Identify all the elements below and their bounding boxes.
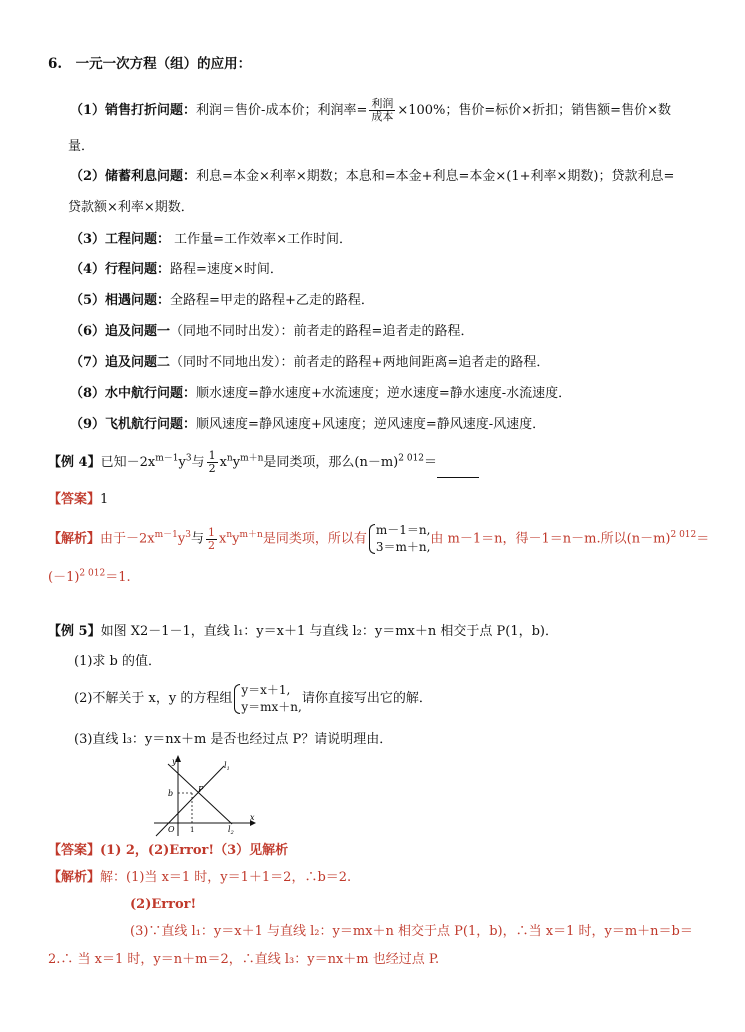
ex4-a-exp2: 3	[185, 530, 191, 541]
item-9-head: （9）飞机航行问题：	[70, 417, 197, 432]
item-3-head: （3）工程问题：	[70, 232, 171, 247]
ex4-exp5: 2 012	[398, 453, 425, 464]
ex5-answer-label: 【答案】	[48, 843, 101, 858]
graph-p-label: P	[198, 785, 204, 794]
item-8	[70, 384, 571, 404]
fraction-denominator: 成本	[371, 110, 394, 123]
item-3	[70, 230, 352, 250]
ex4-post2: y	[232, 455, 241, 470]
ex5-solution-4: 2.∴ 当 x＝1 时，y＝n＋m＝2，∴直线 l₃：y＝nx＋m 也经过点 P.	[48, 952, 440, 967]
item-4-text: 路程=速度×时间．	[170, 262, 283, 277]
ex5-solution-1: 解：(1)当 x＝1 时，y＝1＋1＝2，∴b＝2.	[100, 870, 352, 885]
fraction-numerator: 利润	[371, 97, 394, 110]
example-5-label: 【例 5】	[48, 624, 101, 639]
item-7-text: （同时不同地出发）：前者走的路程+两地间距离=追者走的路程．	[170, 355, 550, 370]
example-4-question	[48, 448, 479, 478]
example-5-stem	[48, 622, 558, 642]
ex4-frac-num: 1	[208, 449, 216, 462]
ex5-analysis-label: 【解析】	[48, 870, 101, 885]
item-7-head: （7）追及问题二	[70, 355, 171, 370]
ex4-a-yu: 与	[190, 531, 204, 547]
item-2-text: 利息=本金×利率×期数；本息和=本金+利息=本金×(1+利率×期数)；贷款利息=	[196, 169, 675, 184]
graph-l1-label: $l_1$	[224, 761, 230, 772]
ex4-exp3: n	[226, 453, 233, 464]
ex4-sys-line-2: 3＝m＋n,	[375, 540, 431, 554]
ex4-a-pre: 由于－2x	[100, 531, 155, 547]
item-9	[70, 415, 545, 435]
item-1-head: （1）销售打折问题：	[70, 103, 197, 118]
example-5-answer	[48, 841, 288, 861]
example-4-answer	[48, 490, 108, 510]
section-title: 6. 一元一次方程（组）的应用：	[48, 56, 252, 72]
ex5-q2-post: 请你直接写出它的解．	[301, 691, 432, 706]
ex4-a-cont2: ＝1.	[105, 570, 131, 585]
ex4-a-exp5: 2 012	[670, 530, 697, 541]
item-1	[70, 96, 671, 126]
ex4-post3: 是同类项，那么(n－m)	[263, 455, 399, 470]
item-5-text: 全路程=甲走的路程+乙走的路程．	[170, 293, 374, 308]
ex4-exp2: 3	[185, 453, 192, 464]
ex4-pre: 已知－2x	[100, 455, 156, 470]
ex4-fraction	[207, 450, 218, 475]
ex4-a-fraction	[206, 527, 217, 552]
graph-b-label: b	[168, 789, 174, 798]
item-2	[70, 167, 674, 187]
ex4-a-cont: (－1)	[48, 570, 80, 585]
item-7	[70, 353, 549, 373]
ex5-answer-value: (1) 2，(2)Error!（3）见解析	[100, 843, 289, 858]
example-4-analysis-cont	[48, 568, 131, 588]
profit-rate-fraction	[369, 98, 395, 123]
item-4-head: （4）行程问题：	[70, 262, 171, 277]
item-5-head: （5）相遇问题：	[70, 293, 171, 308]
ex5-equation-system	[232, 682, 301, 716]
ex4-a-mid: 是同类项，所以有	[262, 531, 367, 547]
example-4-label: 【例 4】	[48, 455, 101, 470]
ex4-a-y: y	[177, 531, 186, 547]
ex4-sys-line-1: m－1＝n,	[375, 523, 431, 537]
ex5-question-2	[74, 681, 432, 717]
item-8-text: 顺水速度=静水速度+水流速度；逆水速度=静水速度-水流速度．	[196, 386, 572, 401]
ex5-sys-line-2: y＝mx＋n,	[241, 699, 302, 714]
item-5	[70, 291, 374, 311]
ex4-a-exp4: m＋n	[239, 530, 263, 541]
ex4-exp4: m＋n	[240, 453, 264, 464]
item-1-cont: 量．	[68, 139, 95, 154]
line-graph-figure	[150, 752, 260, 838]
graph-l2-label: $l_2$	[228, 825, 234, 836]
ex4-a-x: x	[219, 531, 227, 547]
ex4-a-post: 由 m－1＝n，得－1＝n－m.所以(n－m)	[430, 531, 671, 547]
ex4-a-cont-exp: 2 012	[79, 568, 106, 579]
ex5-stem-text: 如图 X2－1－1，直线 l₁：y＝x＋1 与直线 l₂：y＝mx＋n 相交于点 P(1，b)．	[100, 624, 558, 639]
ex4-answer-value: 1	[100, 492, 109, 507]
item-8-head: （8）水中航行问题：	[70, 386, 197, 401]
item-1-post: ×100%；售价=标价×折扣；销售额=售价×数	[397, 103, 671, 118]
ex5-question-1: (1)求 b 的值．	[74, 654, 162, 669]
example-4-analysis	[48, 522, 709, 556]
graph-one-label: 1	[190, 826, 195, 834]
item-2-head: （2）储蓄利息问题：	[70, 169, 197, 184]
ex5-solution-3: (3)∵直线 l₁：y＝x＋1 与直线 l₂：y＝mx＋n 相交于点 P(1，b)，∴当 x＝1 时，y＝m＋n＝b＝	[130, 924, 693, 939]
ex4-mid1: y	[178, 455, 186, 470]
ex4-equation-system	[367, 522, 431, 556]
ex4-a-y2: y	[232, 531, 240, 547]
ex5-solution-2: (2)Error!	[130, 897, 197, 912]
item-3-text: 工作量=工作效率×工作时间．	[170, 232, 352, 247]
ex4-analysis-label: 【解析】	[48, 531, 101, 547]
ex4-mid2: 与	[191, 455, 205, 470]
item-6	[70, 322, 473, 342]
ex4-frac-den: 2	[208, 462, 216, 475]
ex5-question-3: (3)直线 l₃：y＝nx＋m 是否也经过点 P？请说明理由．	[74, 732, 393, 747]
graph-origin-label: O	[168, 825, 175, 834]
ex4-a-frac-num: 1	[208, 525, 215, 539]
item-2-cont: 贷款额×利率×期数．	[68, 200, 194, 215]
item-9-text: 顺风速度=静风速度+风速度；逆风速度=静风速度-风速度．	[196, 417, 546, 432]
item-4	[70, 260, 283, 280]
example-5-analysis	[48, 868, 351, 888]
ex4-a-exp3: n	[226, 530, 233, 541]
item-6-text: （同地不同时出发）：前者走的路程=追者走的路程．	[170, 324, 474, 339]
ex4-a-post2: ＝	[696, 531, 710, 547]
graph-x-label: x	[250, 813, 255, 822]
ex4-a-exp1: m－1	[154, 530, 178, 541]
item-6-head: （6）追及问题一	[70, 324, 171, 339]
graph-y-label: y	[172, 757, 177, 766]
ex4-post1: x	[219, 455, 227, 470]
item-1-pre: 利润＝售价-成本价；利润率=	[196, 103, 368, 118]
ex5-q2-pre: (2)不解关于 x，y 的方程组	[74, 691, 233, 706]
ex4-post4: ＝	[424, 455, 438, 470]
ex4-answer-label: 【答案】	[48, 492, 101, 507]
ex4-exp1: m－1	[155, 453, 179, 464]
ex5-sys-line-1: y＝x＋1,	[241, 682, 291, 697]
ex4-a-frac-den: 2	[208, 538, 215, 552]
answer-blank	[437, 464, 479, 478]
